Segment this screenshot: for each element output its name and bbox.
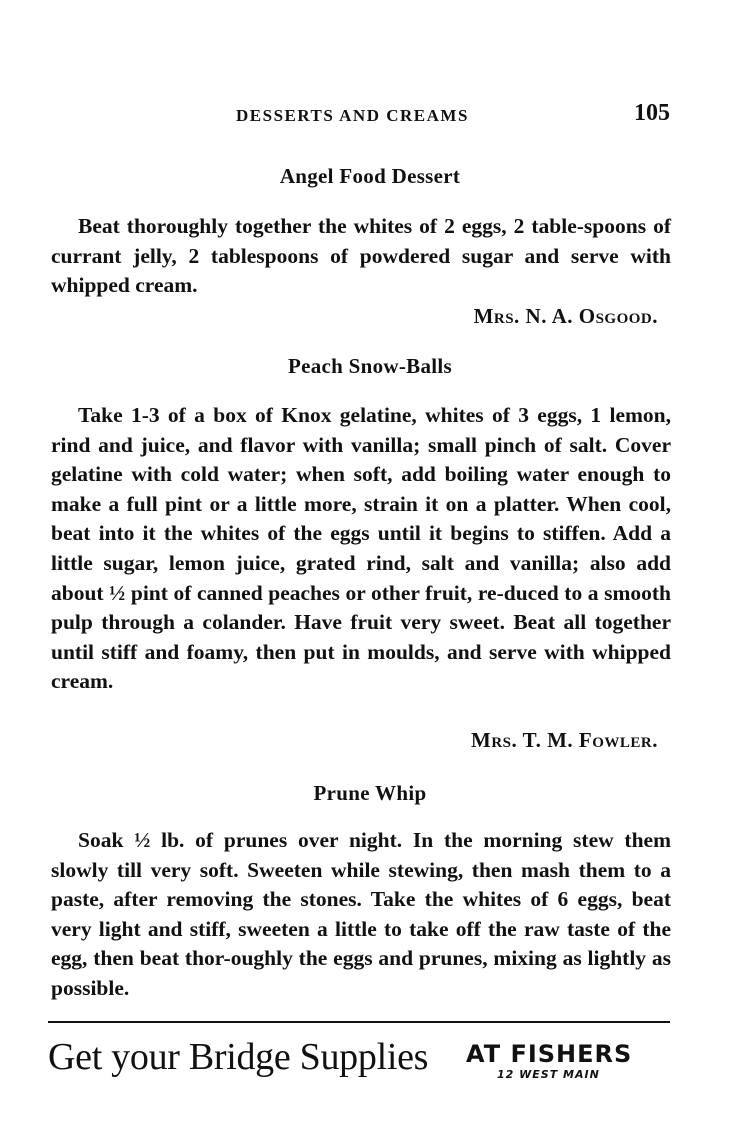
recipe-title-peach-snow-balls: Peach Snow-Balls [287,354,453,378]
footer-divider [48,1021,670,1023]
contributor-osgood: Mrs. N. A. Osgood. [473,304,658,328]
recipe-title-angel-food-dessert: Angel Food Dessert [279,164,461,188]
recipe-title-prune-whip: Prune Whip [313,781,427,805]
contributor-fowler: Mrs. T. M. Fowler. [471,728,658,752]
ad-slogan: Get your Bridge Supplies [48,1036,429,1078]
ad-store-address: 12 WEST MAIN [497,1068,600,1081]
recipe-text-peach-snow-balls: Take 1-3 of a box of Knox gelatine, whites of 3 eggs, 1 lemon, rind and juice, and flavor with vanilla; small pinch of salt. Cover gelatine with cold water; when soft, add boiling water enough to make a full pint or a little more, strain it on a platter. When cool, beat into it the whites of the eggs until it begins to stiffen. Add a little sugar, lemon juice, grated rind, salt and vanilla; also add about ½ pint of canned peaches or other fruit, re-duced to a smooth pulp through a colander. Have fruit very sweet. Beat all together until stiff and foamy, then put in moulds, and serve with whipped cream. [51,403,671,694]
running-head: DESSERTS AND CREAMS [236,106,469,125]
page-number: 105 [634,100,670,126]
recipe-text-angel-food-dessert: Beat thoroughly together the whites of 2 eggs, 2 table-spoons of currant jelly, 2 tablespoons of powdered sugar and serve with whipped cream. [51,214,671,298]
recipe-text-prune-whip: Soak ½ lb. of prunes over night. In the morning stew them slowly till very soft. Sweeten while stewing, then mash them to a paste, after removing the stones. Take the whites of 6 eggs, beat very light and stiff, sweeten a little to take off the raw taste of the egg, then beat thor-oughly the eggs and prunes, mixing as lightly as possible. [51,828,671,1000]
ad-store-name: AT FISHERS [466,1040,633,1068]
